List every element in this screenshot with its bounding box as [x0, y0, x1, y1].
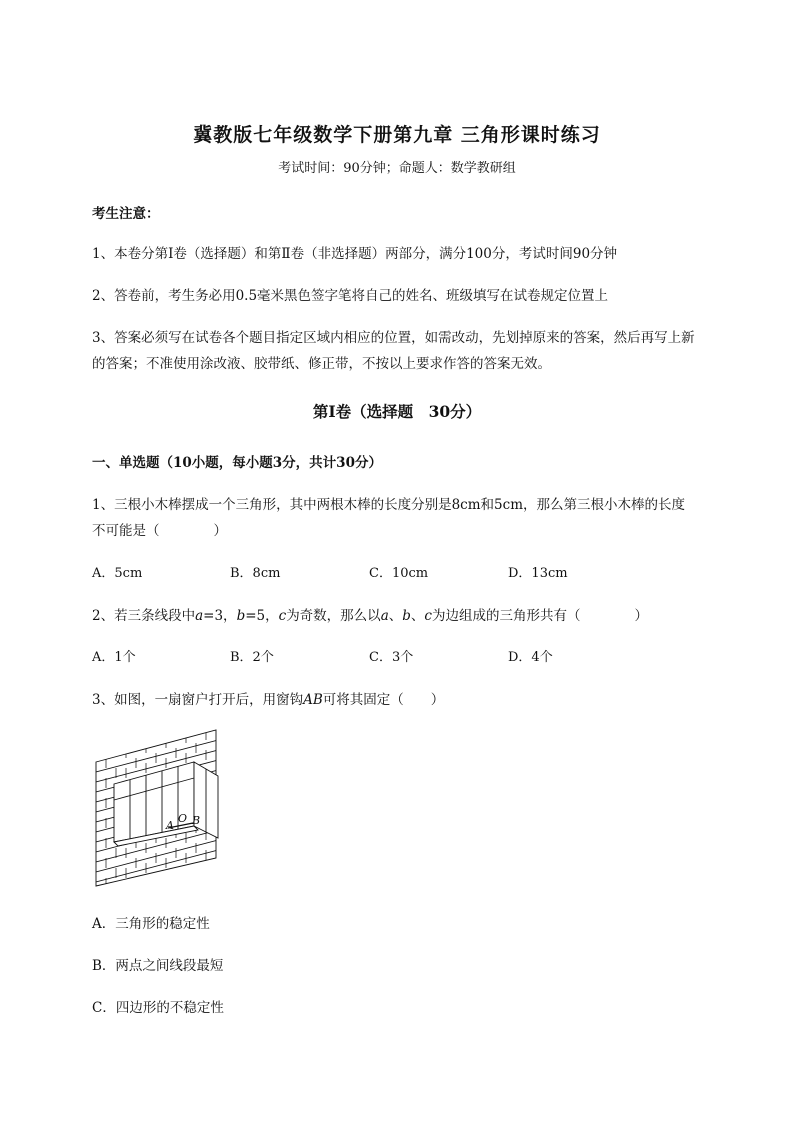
q3-option-c: C．四边形的不稳定性: [92, 1000, 224, 1016]
q3-prefix: 3、如图，一扇窗户打开后，用窗钩: [92, 692, 304, 708]
label-b: B: [192, 814, 201, 827]
var-c: c: [278, 608, 287, 624]
part-heading: 一、单选题（10小题，每小题3分，共计30分）: [92, 455, 382, 471]
var-c-2: c: [424, 608, 432, 624]
question-1-line-1: 1、三根小木棒摆成一个三角形，其中两根木棒的长度分别是8cm和5cm，那么第三根小木棒的长度: [92, 497, 685, 513]
exam-info: 考试时间：90分钟；命题人：数学教研组: [278, 161, 516, 176]
window-figure: [92, 728, 232, 890]
notice-heading: 考生注意：: [92, 206, 160, 222]
page-title: 冀教版七年级数学下册第九章 三角形课时练习: [193, 124, 601, 146]
label-a: A: [166, 819, 174, 832]
q2-option-d: D．4个: [508, 650, 553, 665]
question-2: [92, 604, 648, 624]
q2-mid: 为奇数，那么以: [286, 608, 381, 624]
question-1-line-2: 不可能是（ ）: [92, 523, 227, 539]
q1-option-c: C．10cm: [369, 566, 429, 581]
section-title: 第I卷（选择题 30分）: [312, 402, 482, 421]
var-a: a: [195, 608, 204, 624]
var-b-2: b: [402, 608, 411, 624]
q2-sep-2: 、: [410, 608, 425, 624]
label-o: O: [178, 812, 188, 825]
question-3: [92, 688, 444, 708]
q2-suffix: 为边组成的三角形共有（ ）: [431, 608, 648, 624]
q2-option-b: B．2个: [230, 650, 274, 665]
q1-option-b: B．8cm: [230, 566, 281, 581]
q3-suffix: 可将其固定（ ）: [322, 692, 445, 708]
notice-2: 2、答卷前，考生务必用0.5毫米黑色签字笔将自己的姓名、班级填写在试卷规定位置上: [92, 288, 609, 304]
q1-option-a: A．5cm: [92, 566, 143, 581]
notice-3: 3、答案必须写在试卷各个题目指定区域内相应的位置，如需改动，先划掉原来的答案，然后再写上新: [92, 330, 695, 346]
q1-option-d: D．13cm: [508, 566, 568, 581]
var-b: b: [236, 608, 246, 624]
q2-sep-1: 、: [388, 608, 403, 624]
q3-option-b: B．两点之间线段最短: [92, 958, 224, 974]
q2-option-c: C．3个: [369, 650, 414, 665]
notice-1: 1、本卷分第I卷（选择题）和第Ⅱ卷（非选择题）两部分，满分100分，考试时间90分钟: [92, 246, 618, 262]
q2-a-eq: =3，: [203, 608, 237, 624]
q2-prefix: 2、若三条线段中: [92, 608, 196, 624]
q3-option-a: A．三角形的稳定性: [92, 916, 210, 932]
q2-b-eq: =5，: [245, 608, 279, 624]
var-a-2: a: [380, 608, 389, 624]
var-ab: AB: [303, 692, 323, 708]
q2-option-a: A．1个: [92, 650, 136, 665]
notice-3-cont: 的答案；不准使用涂改液、胶带纸、修正带，不按以上要求作答的答案无效。: [92, 356, 551, 372]
